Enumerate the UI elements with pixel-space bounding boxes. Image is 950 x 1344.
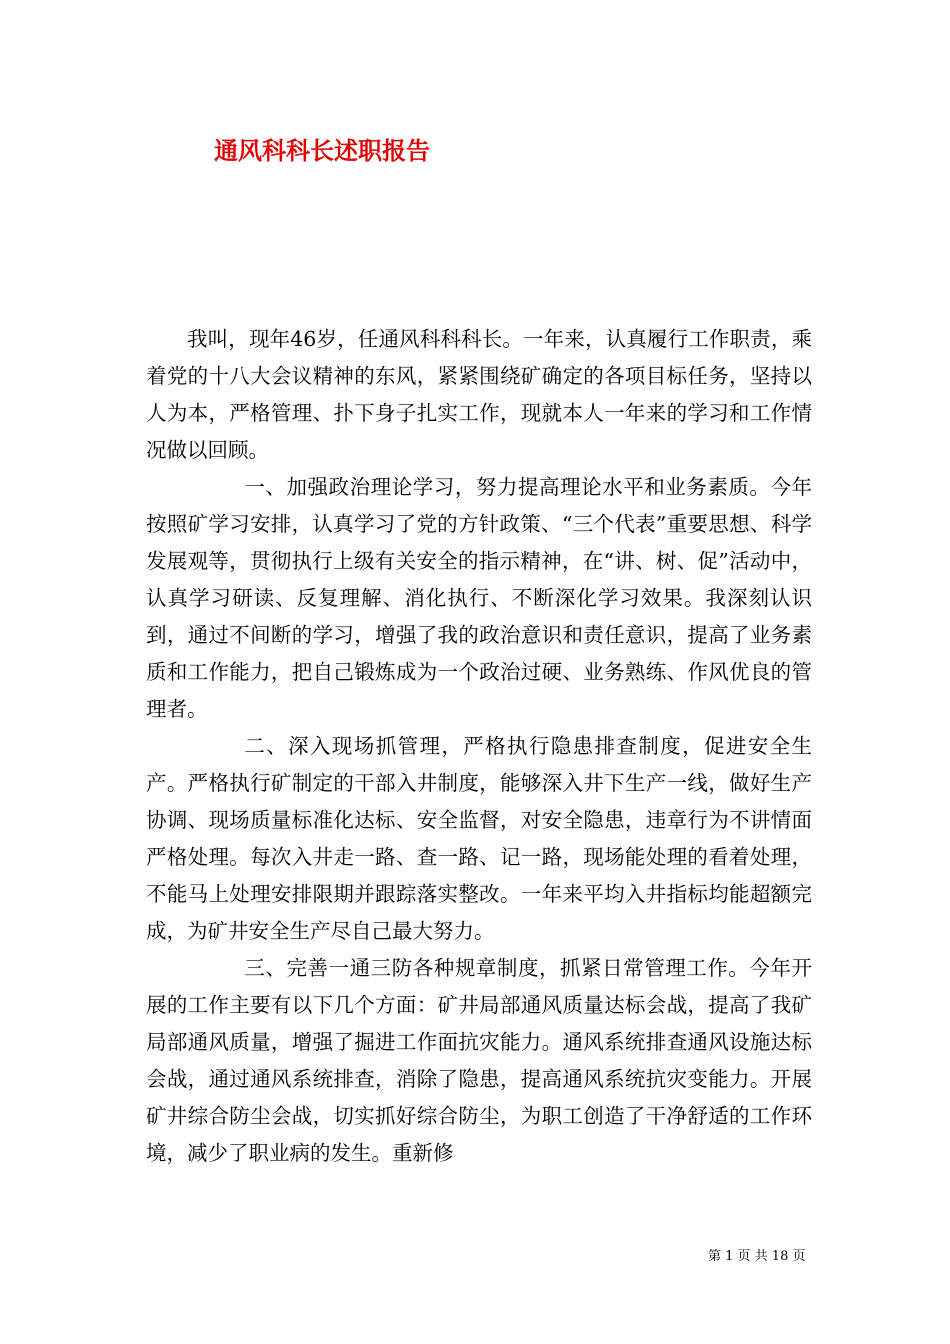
document-title: 通风科科长述职报告 [214,136,430,165]
page-number-footer: 第 1 页 共 18 页 [708,1249,806,1264]
paragraph-section-1: 一、加强政治理论学习，努力提高理论水平和业务素质。今年按照矿学习安排，认真学习了党的方针政策、“三个代表”重要思想、科学发展观等，贯彻执行上级有关安全的指示精神，在“讲、树、促”活动中，认真学习研读、反复理解、消化执行、不断深化学习效果。我深刻认识到，通过不间断的学习，增强了我的政治意识和责任意识，提高了业务素质和工作能力，把自己锻炼成为一个政治过硬、业务熟练、作风优良的管理者。 [146,475,812,721]
document-body [146,321,812,1172]
paragraph-section-2: 二、深入现场抓管理，严格执行隐患排查制度，促进安全生产。严格执行矿制定的干部入井制度，能够深入井下生产一线，做好生产协调、现场质量标准化达标、安全监督，对安全隐患，违章行为不讲情面严格处理。每次入井走一路、查一路、记一路，现场能处理的看着处理，不能马上处理安排限期并跟踪落实整改。一年来平均入井指标均能超额完成，为矿井安全生产尽自己最大努力。 [146,734,812,943]
paragraph-section-3: 三、完善一通三防各种规章制度，抓紧日常管理工作。今年开展的工作主要有以下几个方面：矿井局部通风质量达标会战，提高了我矿局部通风质量，增强了掘进工作面抗灾能力。通风系统排查通风设施达标会战，通过通风系统排查，消除了隐患，提高通风系统抗灾变能力。开展矿井综合防尘会战，切实抓好综合防尘，为职工创造了干净舒适的工作环境，减少了职业病的发生。重新修 [146,956,812,1165]
paragraph-intro: 我叫，现年46岁，任通风科科科长。一年来，认真履行工作职责，乘着党的十八大会议精神的东风，紧紧围绕矿确定的各项目标任务，坚持以人为本，严格管理、扑下身子扎实工作，现就本人一年来的学习和工作情况做以回顾。 [146,327,812,462]
